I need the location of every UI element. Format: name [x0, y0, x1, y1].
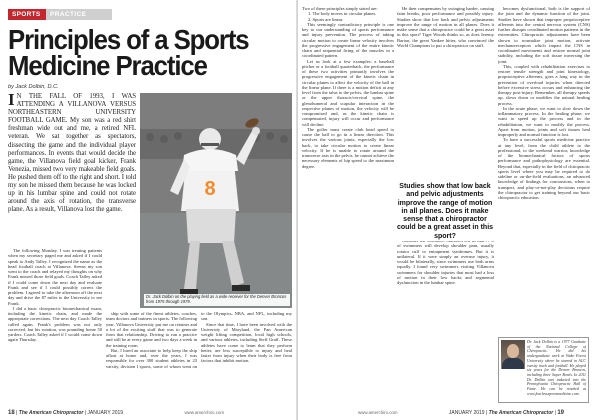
author-photo: [501, 340, 525, 369]
right-footer: www.amerchiro.com JANUARY 2019 | The American Chiropractor | 19: [358, 410, 564, 416]
intro-paragraph: [8, 93, 136, 245]
right-col1-paragraph: Let us look at a few examples: a baseball pitcher or a football quarterback, the performance of these two activities primarily involves the progressive engagement of the kinetic chain in circular planes to affect the velocity of the ball in the linear plane. If there is a motion deficit at any level from the talus to the pelvis, the lumbar spine or the upper thoracic/cervical spine, the glenohumeral and scapular interaction in the respective planes of motion, the velocity will be compromised and, as the kinetic chain is compensated, injury will occur and performance will decline.: [302, 58, 394, 127]
right-page: [298, 0, 595, 420]
football-player-illustration: [140, 93, 292, 308]
football-photo: [140, 93, 292, 308]
byline: by Jack Dolbin, D.C.: [8, 84, 59, 90]
article-title: Principles of a Sports Medicine Practice: [8, 24, 249, 81]
right-col2-paragraph: of swimmers will develop shoulder pain, usually rotator cuff or entrapment syndromes. But it is unilateral. If it were simply an overuse injury, it would be bilaterally, since swimmers use both arms equally. I found very swimmers visiting Villanova swimmers for shoulder injuries that most had a loss of motion in their low backs and segmental dysfunction in the lumbar spine.: [397, 243, 494, 285]
right-col3-paragraph: In the acute phase, we want to slow down the inflammatory process. In the healing phase, we want to speed up the process and in the rehabilitation, we want to modify the process. Apart from motion, joints and soft tissues heal improperly and normal function is lost.: [498, 105, 590, 137]
list-item: 1. The body moves in circular planes.: [308, 11, 377, 17]
author-bio-box: [498, 337, 589, 403]
left-column-2: [106, 311, 292, 406]
right-col3-paragraph: becomes dysfunctional, both is the support of the joint and the dynamic function of the joint. Studies have shown that improper proprioceptive afferents into the central nervous system (CNS) further disrupts coordinated motion patterns in the extremities. Chiropractic adjustments have been shown to normalize joint motion, activate mechanoreceptors which impact the CNS in coordinated movements and restore normal joint stability, including the soft tissue traversing the joint.: [498, 6, 590, 64]
left-page: [0, 0, 297, 420]
section-tab-active: SPORTS: [8, 9, 46, 20]
intro-text: My son was a red shirt freshman wide out and me, a retired NFL veteran. We sat together as spectators, dissecting the game and the individual player performances. In events that would decide the game, the Villanova field goal kicker, Frank Venezia, missed two very makeable field goals. He pushed them off to the right and short. I told my son he missed them because he was locked up in his lumbar spine and could not rotate around the axis of rotation, the transverse plane. As a result, Villanova lost the game.: [8, 117, 136, 214]
section-tab: [8, 9, 112, 20]
section-tab-rest: PRACTICE: [46, 9, 112, 20]
left-col1-paragraph: I did a basic chiropractic biomechanical exam, including the kinetic chain, and made the appropriate corrections. The next day Coach Talley called again. Frank's problem was not only corrected, but his rotation, was pounding home 50 yarders. Coach Talley asked if I would come down again Thursday.: [8, 305, 102, 343]
left-column-1: [8, 248, 102, 406]
issue-date-right: JANUARY 2019: [448, 410, 485, 416]
right-col2-paragraph: He then compensates by swinging harder, causing faint breaks, poor performance and possibly injury. Studies show that low back and pelvic adjustments improve the range of motion in all planes. Does it make sense that a chiropractor could be a great asset in this sport? Tiger Woods thinks so, as does Jeremy Barton, the great Yankee hitter, who convinced the World Champions to put a chiropractor on staff.: [397, 6, 494, 48]
page-number-right: 19: [557, 410, 564, 416]
pull-quote: Studies show that low back and pelvic adjustments improve the range of motion in all planes. Does it make sense that a chiropractor could be a great asset in this sport?: [394, 183, 496, 241]
right-col3-paragraph: To have a successful sports medicine practice at any level, from the child athlete to the professional, to the weekend warrior, knowledge of the biomechanical factors of sports performance and pathophysiology are essential. Beyond that, especially in the field of chiropractic sports level where you may be required to do sideline or on-the-field evaluations, an advanced knowledge of findings for concussions, when to transport, and play-or-not-play decisions require the chiropractor to get training beyond our basic chiropractic education.: [498, 137, 590, 200]
svg-text:8: 8: [204, 178, 216, 200]
right-col1-paragraph: This seemingly contradictory principle is one key to our understanding of sports performance and injury prevention. The process of taking circular motion to create linear velocity involves the progressive engagement of the entire kinetic chain and sequential firing of the muscles in a coordinated pattern.: [302, 21, 394, 59]
photo-caption: Dr. Jack Dolbin on the playing field as a wide receiver for the Denver Broncos from 1975 through 1979.: [144, 294, 290, 306]
issue-date-left: JANUARY 2019: [87, 410, 124, 416]
magazine-name-right: The American Chiropractor: [488, 410, 554, 416]
right-column-1: [302, 6, 394, 404]
list-item: 2. Sports are linear.: [308, 16, 344, 22]
right-column-2-top: [397, 6, 494, 180]
right-col1-paragraph: The golfer must create club head speed to cause the ball to go in a linear direction. This involves the various joints, especially the low back, to take circular motion to create linear velocity. If he is unable to rotate around the transverse axis in the pelvis, he cannot achieve the necessary elements of hip speed to the maximum degree.: [302, 126, 394, 169]
left-col2-paragraph: ship with some of the finest athletes, coaches, team doctors and trainers in sports. The following year, Villanova University put me on retainer and a lot of the exciting stuff that was to generate from that relationship. Driving to run a practice and still be at every game and two days a week in the training room.: [106, 311, 197, 348]
principles-list: [302, 11, 394, 22]
author-bio-text: Dr. Jack Dolbin is a 1977 Graduate of the National College of Chiropractic. He did his undergraduate work at Wake Forest University where he starred in ACC varsity track and football. He played six years for the Denver Broncos, including three Super Bowls. In 2011 Dr. Dolbin was inducted into the Pennsylvania Chiropractic Hall of Fame. He can be reached at www.fearlesssportsmedicine.com.: [527, 340, 586, 396]
website-right: www.amerchiro.com: [358, 410, 398, 415]
drop-cap: I: [8, 93, 15, 109]
left-footer: 18 | The American Chiropractor | JANUARY 2019 www.amerchiro.com: [8, 410, 224, 416]
intro-lead: N THE FALL OF 1993, I WAS ATTENDING A VILLANOVA VERSUS NORTHEASTERN UNIVERSITY FOOTBALL GAME.: [8, 93, 136, 125]
left-col2-paragraph: But, I hired an associate to help keep the ship afloat at home and, over the years, I was responsible for over 300 student athletes in 23 varsity, division I sports, some of whom went on to the Olympics, NBA, and NFL, including my son.: [106, 311, 292, 369]
right-column-2-bottom: [397, 238, 494, 404]
page-number-left: 18: [8, 410, 15, 416]
list-intro: Two of these principles simply stated are:: [302, 6, 378, 11]
left-col2-paragraph: Since that time, I have been involved with the University of Maryland, the Pan American weight lifting competition, local high schools, and various athletes, including Steff Graff. These athletes have come to learn that they perform better, are less susceptible to injury and heal faster from injury when their body is free from factors that inhibit motion.: [201, 321, 292, 364]
magazine-name-left: The American Chiropractor: [18, 410, 84, 416]
right-column-3: [498, 6, 590, 334]
right-col3-paragraph: This, coupled with rehabilitation exercises to restore tensile strength and joint kinesiology, proprioceptive afferents, goes a long way in the prevention of overload injuries when directed before excessive stress occurs and enhancing the therapy post-injury. Remember, all therapy speeds up, slows down or modifies the natural healing process.: [498, 63, 590, 106]
website-left: www.amerchiro.com: [184, 410, 224, 415]
left-col1-paragraph: The following Monday, I was treating patients when my secretary paged me and asked if I could speak to Andy Talley. I recognized the name as the head football coach at Villanova. Seems my son went to the coach and relayed my thoughts on why Frank missed those field goals. Coach Talley asked if I could come down the next day and evaluate Frank and see if I could possibly correct the problem. I agreed to take the afternoon off the next day and drive the 87 miles to the University to see Frank.: [8, 248, 102, 306]
